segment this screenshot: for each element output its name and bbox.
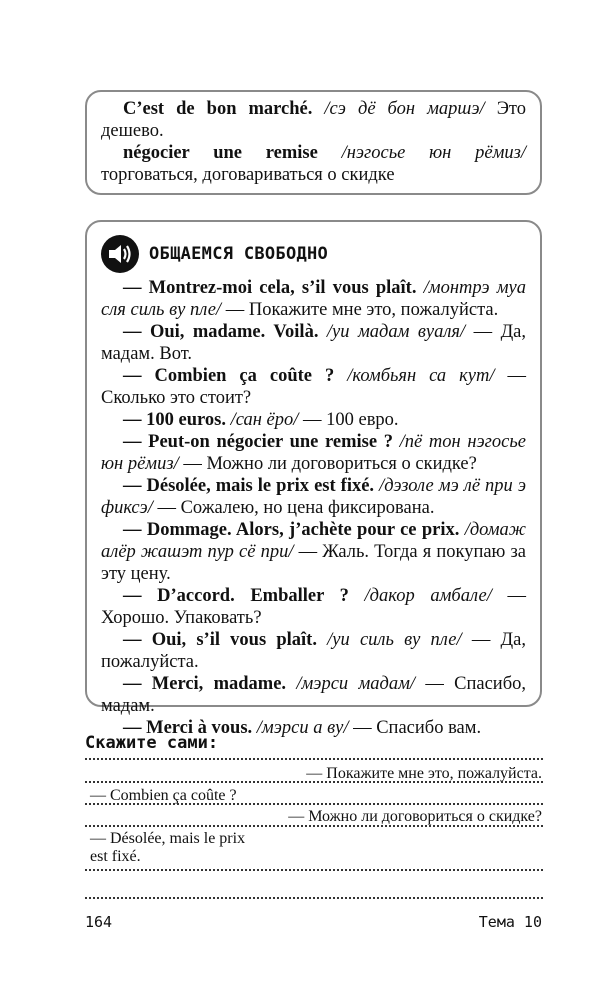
dialogue-line: — Désolée, mais le prix est fixé. /дэзоле мэ лё при э фиксэ/ — Сожалею, но цена фиксирована. <box>101 476 526 518</box>
french-phrase: C’est de bon marché. <box>123 99 313 119</box>
answer-line[interactable] <box>85 897 543 899</box>
exercise-prompt: — Désolée, mais le prix <box>90 830 246 847</box>
dialogue-line: — Dommage. Alors, j’achète pour ce prix. /домаж алёр жашэт пур сё при/ — Жаль. Тогда я покупаю за эту цену. <box>101 520 527 584</box>
translation: Это дешево. <box>101 99 526 141</box>
exercise-prompt: — Можно ли договориться о скидке? <box>288 808 542 825</box>
dialogue-line: — Combien ça coûte ? /комбьян са кут/ — Сколько это стоит? <box>101 366 527 408</box>
dialogue-line: — D’accord. Emballer ? /дакор амбале/ — Хорошо. Упаковать? <box>101 586 526 628</box>
dialogue-line: — Merci à vous. /мэрси а ву/ — Спасибо вам. <box>123 718 482 738</box>
section-label: Тема 10 <box>478 913 542 931</box>
dialogue-line: — Peut-on négocier une remise ? /пё тон нэгосье юн рёмиз/ — Можно ли договориться о скидке? <box>101 432 526 474</box>
transcription: /сэ дё бон маршэ/ <box>324 99 485 119</box>
dialogue-line: — Merci, madame. /мэрси мадам/ — Спасибо, мадам. <box>101 674 526 716</box>
answer-line[interactable] <box>85 758 543 760</box>
answer-line[interactable] <box>85 781 543 783</box>
dialogue-box <box>85 220 542 738</box>
exercise-prompt: est fixé. <box>90 848 141 865</box>
translation: торговаться, договариваться о скидке <box>101 165 395 185</box>
exercise-prompt: — Combien ça coûte ? <box>90 787 237 804</box>
answer-line[interactable] <box>85 803 543 805</box>
french-phrase: négocier une remise <box>123 143 318 163</box>
dialogue-line: — Oui, madame. Voilà. /уи мадам вуаля/ — Да, мадам. Вот. <box>101 322 527 364</box>
answer-line[interactable] <box>85 869 543 871</box>
vocab-entry <box>101 98 526 142</box>
page-number: 164 <box>85 913 113 931</box>
exercise-prompt: — Покажите мне это, пожалуйста. <box>306 765 542 782</box>
dialogue-line: — Oui, s’il vous plaît. /уи силь ву пле/ — Да, пожалуйста. <box>101 630 527 672</box>
dialogue-line: — 100 euros. /сан ёро/ — 100 евро. <box>123 410 399 430</box>
exercise-title: Скажите сами: <box>85 733 219 753</box>
vocabulary-box <box>85 90 542 195</box>
transcription: /нэгосье юн рёмиз/ <box>341 143 526 163</box>
vocab-entry <box>101 142 526 186</box>
dialogue-header <box>101 234 526 274</box>
dialogue-line: — Montrez-moi cela, s’il vous plaît. /монтрэ муа сля силь ву пле/ — Покажите мне это, пожалуйста. <box>101 278 527 320</box>
answer-line[interactable] <box>85 825 543 827</box>
dialogue-title: ОБЩАЕМСЯ СВОБОДНО <box>149 244 329 264</box>
speaker-icon <box>101 235 139 273</box>
